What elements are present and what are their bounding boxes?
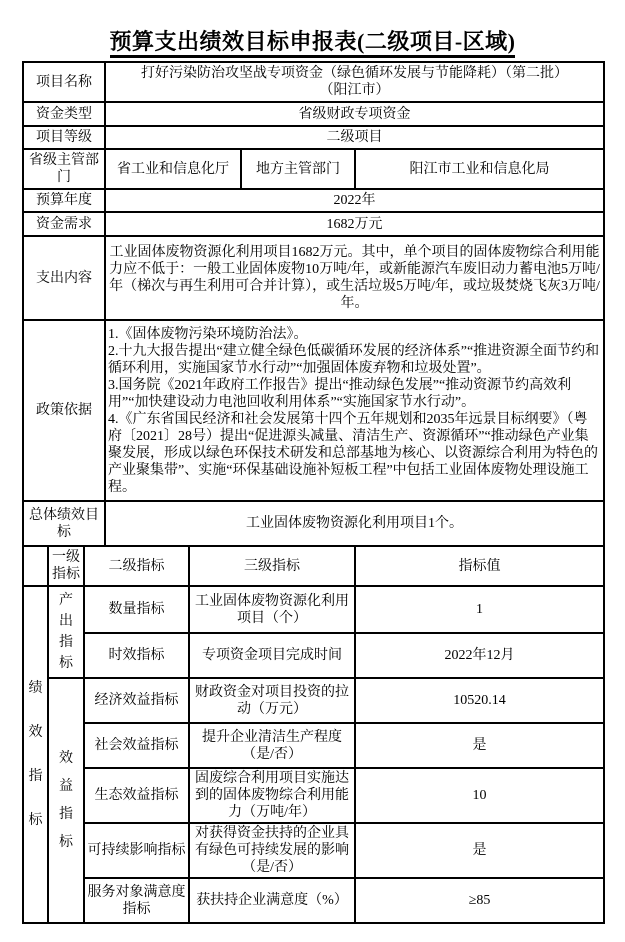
policy-item-1: 1.《固体废物污染环境防治法》。 [108, 326, 308, 342]
expenditure-label: 支出内容 [23, 236, 105, 320]
indicator-value: 2022年12月 [355, 633, 604, 678]
row-indicator-economic [23, 678, 604, 723]
row-indicator-timeliness [23, 633, 604, 678]
title-wrap [0, 0, 625, 58]
indicator-level2: 服务对象满意度指标 [84, 878, 189, 923]
benefit-indicator-cell [48, 678, 84, 923]
header-level3: 三级指标 [189, 546, 355, 586]
budget-year-label: 预算年度 [23, 189, 105, 212]
indicator-value: 1 [355, 586, 604, 633]
expenditure-value: 工业固体废物资源化利用项目1682万元。其中，单个项目的固体废物综合利用能力应不低于：一般工业固体废物10万吨/年，或新能源汽车废旧动力蓄电池5万吨/年（梯次与再生利用可合并计算），或生活垃圾5万吨/年，或垃圾焚烧飞灰3万吨/年。 [105, 236, 604, 320]
indicator-level2: 生态效益指标 [84, 768, 189, 823]
row-budget-year [23, 189, 604, 212]
indicator-value: 是 [355, 723, 604, 768]
provincial-dept-value: 省工业和信息化厅 [105, 149, 241, 189]
overall-goal-label: 总体绩效目标 [23, 501, 105, 546]
indicator-value: 是 [355, 823, 604, 878]
indicator-value: 10 [355, 768, 604, 823]
local-dept-value: 阳江市工业和信息化局 [355, 149, 604, 189]
declaration-table [22, 61, 605, 924]
fund-type-value: 省级财政专项资金 [105, 102, 604, 126]
header-blank-cell [23, 546, 48, 586]
output-indicator-label: 产出指标 [59, 593, 73, 671]
policy-label: 政策依据 [23, 320, 105, 501]
indicator-level2: 数量指标 [84, 586, 189, 633]
project-name-label: 项目名称 [23, 62, 105, 102]
row-project-level [23, 126, 604, 149]
overall-goal-value: 工业固体废物资源化利用项目1个。 [105, 501, 604, 546]
indicator-level2: 可持续影响指标 [84, 823, 189, 878]
fund-demand-value: 1682万元 [105, 212, 604, 236]
policy-value [105, 320, 604, 501]
page-title: 预算支出绩效目标申报表(二级项目-区域) [110, 30, 516, 58]
fund-type-label: 资金类型 [23, 102, 105, 126]
indicator-level3: 对获得资金扶持的企业具有绿色可持续发展的影响（是/否） [189, 823, 355, 878]
project-name-line2: （阳江市） [319, 83, 390, 98]
indicator-value: ≥85 [355, 878, 604, 923]
row-indicator-social [23, 723, 604, 768]
project-name-value [105, 62, 604, 102]
row-indicator-sustainability [23, 823, 604, 878]
indicator-level3: 专项资金项目完成时间 [189, 633, 355, 678]
indicator-level3: 工业固体废物资源化利用项目（个） [189, 586, 355, 633]
indicator-level3: 固废综合利用项目实施达到的固体废物综合利用能力（万吨/年） [189, 768, 355, 823]
row-indicator-satisfaction [23, 878, 604, 923]
policy-item-3: 3.国务院《2021年政府工作报告》提出“推动绿色发展”“推动资源节约高效利用”“加快建设动力电池回收利用体系”“实施国家节水行动”。 [108, 377, 572, 410]
indicator-level2: 经济效益指标 [84, 678, 189, 723]
row-project-name [23, 62, 604, 102]
row-policy [23, 320, 604, 501]
project-name-line1: 打好污染防治攻坚战专项资金（绿色循环发展与节能降耗）（第二批） [141, 66, 569, 81]
row-fund-demand [23, 212, 604, 236]
indicator-level2: 社会效益指标 [84, 723, 189, 768]
fund-demand-label: 资金需求 [23, 212, 105, 236]
indicator-level3: 获扶持企业满意度（%） [189, 878, 355, 923]
header-level2: 二级指标 [84, 546, 189, 586]
performance-indicator-cell [23, 586, 48, 923]
header-level1: 一级指标 [48, 546, 84, 586]
row-fund-type [23, 102, 604, 126]
policy-item-4: 4.《广东省国民经济和社会发展第十四个五年规划和2035年远景目标纲要》（粤府〔2021〕28号）提出“促进源头减量、清洁生产、资源循环”“推动绿色产业集聚发展，形成以绿色环保技术研发和总部基地为核心、以资源综合利用为特色的产业聚集带”、实施“环保基础设施补短板工程”中包括工业固体废物处理设施工程。 [108, 411, 599, 495]
row-indicator-header [23, 546, 604, 586]
row-indicator-ecological [23, 768, 604, 823]
indicator-level3: 财政资金对项目投资的拉动（万元） [189, 678, 355, 723]
row-expenditure [23, 236, 604, 320]
header-value: 指标值 [355, 546, 604, 586]
performance-indicator-label: 绩效指标 [28, 680, 43, 828]
project-level-label: 项目等级 [23, 126, 105, 149]
indicator-value: 10520.14 [355, 678, 604, 723]
output-indicator-cell [48, 586, 84, 678]
row-dept [23, 149, 604, 189]
row-overall-goal [23, 501, 604, 546]
local-dept-label: 地方主管部门 [241, 149, 355, 189]
benefit-indicator-label: 效益指标 [59, 750, 73, 850]
provincial-dept-label: 省级主管部门 [23, 149, 105, 189]
indicator-level2: 时效指标 [84, 633, 189, 678]
policy-item-2: 2.十九大报告提出“建立健全绿色低碳循环发展的经济体系”“推进资源全面节约和循环利用，实施国家节水行动”“加强固体废弃物和垃圾处置”。 [108, 343, 600, 376]
budget-year-value: 2022年 [105, 189, 604, 212]
indicator-level3: 提升企业清洁生产程度（是/否） [189, 723, 355, 768]
row-indicator-quantity [23, 586, 604, 633]
project-level-value: 二级项目 [105, 126, 604, 149]
